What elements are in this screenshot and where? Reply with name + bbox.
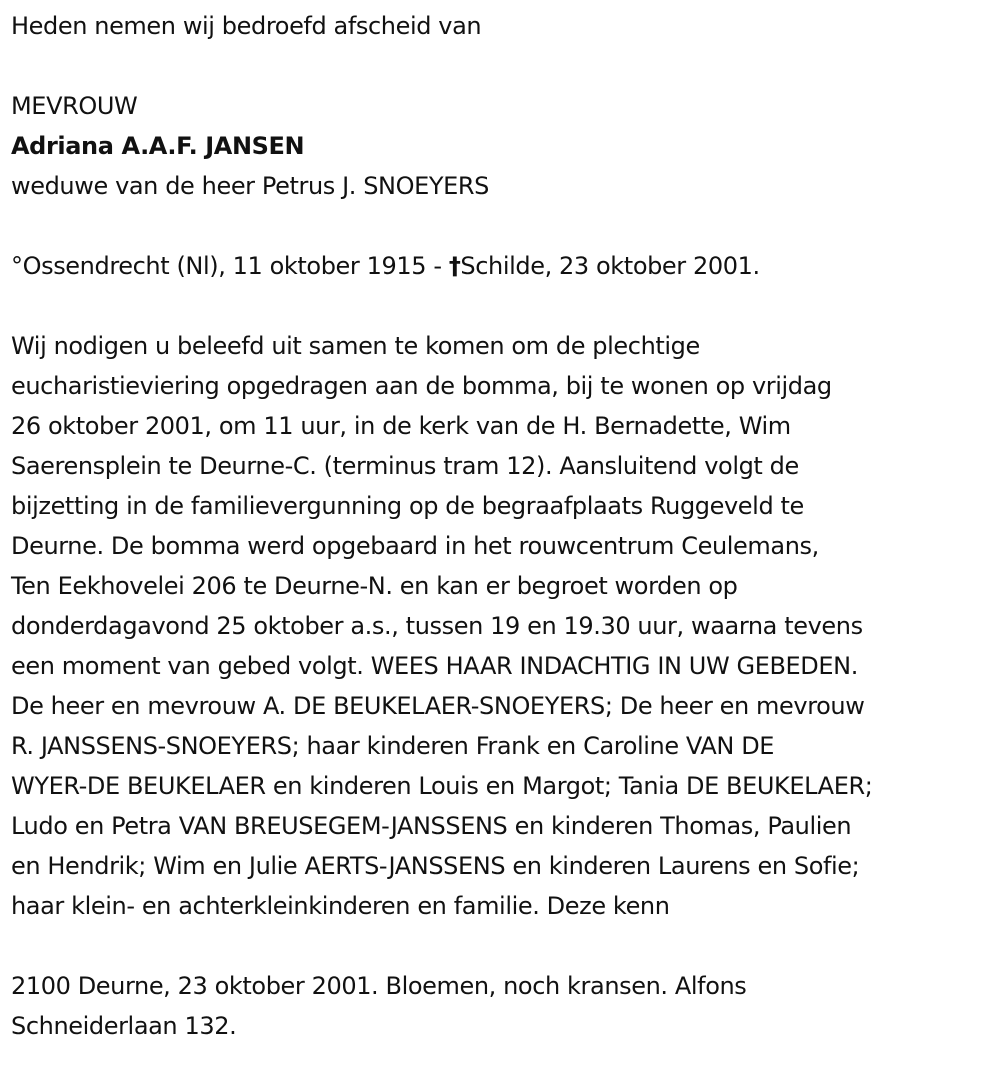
body-line: 26 oktober 2001, om 11 uur, in de kerk van de H. Bernadette, Wim	[11, 412, 791, 440]
body-line: donderdagavond 25 oktober a.s., tussen 19 en 19.30 uur, waarna tevens	[11, 612, 863, 640]
honorific-title: MEVROUW	[11, 92, 138, 120]
footer-line: 2100 Deurne, 23 oktober 2001. Bloemen, noch kransen. Alfons	[11, 972, 747, 1000]
birth-symbol-icon: °	[11, 252, 23, 280]
intro-text: Heden nemen wij bedroefd afscheid van	[11, 12, 482, 40]
body-line: Ludo en Petra VAN BREUSEGEM-JANSSENS en kinderen Thomas, Paulien	[11, 812, 852, 840]
footer-address	[11, 966, 1000, 1046]
body-line: WYER-DE BEUKELAER en kinderen Louis en Margot; Tania DE BEUKELAER;	[11, 772, 873, 800]
spacer	[11, 206, 1000, 246]
body-line: haar klein- en achterkleinkinderen en familie. Deze kenn	[11, 892, 670, 920]
body-line: Saerensplein te Deurne-C. (terminus tram 12). Aansluitend volgt de	[11, 452, 799, 480]
body-line: bijzetting in de familievergunning op de begraafplaats Ruggeveld te	[11, 492, 804, 520]
footer-line: Schneiderlaan 132.	[11, 1012, 237, 1040]
body-line: De heer en mevrouw A. DE BEUKELAER-SNOEYERS; De heer en mevrouw	[11, 692, 865, 720]
birth-date: Ossendrecht (Nl), 11 oktober 1915 -	[22, 252, 449, 280]
death-date: Schilde, 23 oktober 2001.	[460, 252, 760, 280]
spouse-text: weduwe van de heer Petrus J. SNOEYERS	[11, 172, 489, 200]
body-line: Deurne. De bomma werd opgebaard in het rouwcentrum Ceulemans,	[11, 532, 819, 560]
spacer	[11, 286, 1000, 326]
body-line: eucharistieviering opgedragen aan de bomma, bij te wonen op vrijdag	[11, 372, 832, 400]
deceased-name: Adriana A.A.F. JANSEN	[11, 132, 305, 160]
body-line: R. JANSSENS-SNOEYERS; haar kinderen Frank en Caroline VAN DE	[11, 732, 775, 760]
cross-icon: †	[448, 252, 461, 280]
spacer	[11, 46, 1000, 86]
body-line: Wij nodigen u beleefd uit samen te komen om de plechtige	[11, 332, 700, 360]
spacer	[11, 926, 1000, 966]
body-paragraph	[11, 326, 1000, 926]
body-line: een moment van gebed volgt. WEES HAAR INDACHTIG IN UW GEBEDEN.	[11, 652, 858, 680]
life-dates	[11, 246, 1000, 286]
body-line: en Hendrik; Wim en Julie AERTS-JANSSENS en kinderen Laurens en Sofie;	[11, 852, 860, 880]
body-line: Ten Eekhovelei 206 te Deurne-N. en kan er begroet worden op	[11, 572, 738, 600]
